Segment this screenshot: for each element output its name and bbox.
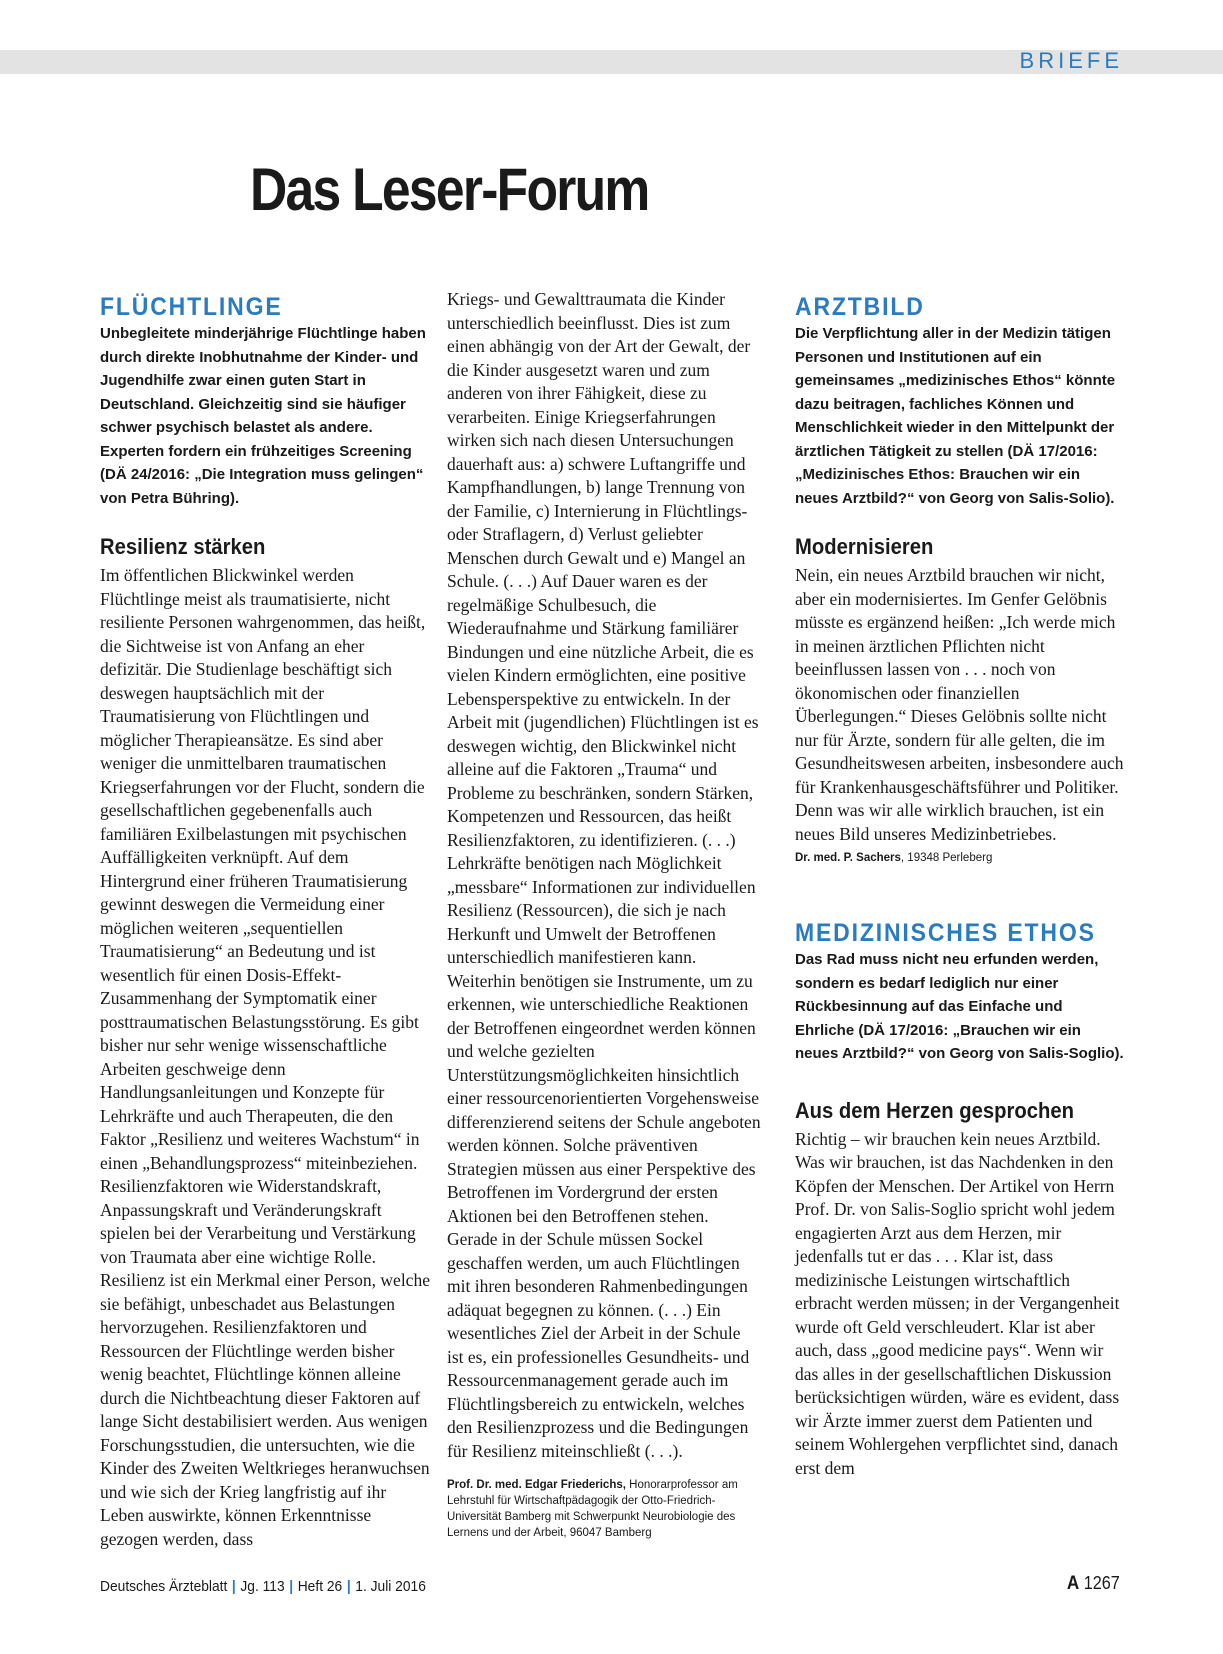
letter-body-modernisieren: Nein, ein neues Arztbild brauchen wir nicht, aber ein modernisiertes. Im Genfer Gelöbnis müsste es ergänzend heißen: „Ich werde mich in meinen ärztlichen Pflichten nicht beeinflussen lassen von . . . noch von ökonomischen oder finanziellen Überlegungen.“ Dieses Gelöbnis sollte nicht nur für Ärzte, sondern für alle gelten, die im Gesundheitswesen arbeiten, insbesondere auch für Krankenhausgeschäftsführer und Politiker. Denn was wir alle wirklich brauchen, ist ein neues Bild unseres Medizinbetriebes.: [795, 565, 1124, 844]
page-number: [1067, 1573, 1120, 1595]
page-number-value: 1267: [1083, 1573, 1120, 1593]
letter-body-resilienz-part1: Im öffentlichen Blickwinkel werden Flüchtlinge meist als traumatisierte, nicht resiliente Personen wahrgenommen, das heißt, die Sichtweise ist von Anfang an eher defizitär. Die Studienlage beschäftigt sich deswegen hauptsächlich mit der Traumatisierung von Flüchtlingen und möglicher Therapieansätze. Es sind aber weniger die unmittelbaren traumatischen Kriegserfahrungen vor der Flucht, sondern die gesellschaftlichen gegebenenfalls auch familiären Exilbelastungen mit psychischen Auffälligkeiten verknüpft. Auf dem Hintergrund einer früheren Traumatisierung gewinnt deswegen die Vermeidung einer möglichen weiteren „sequentiellen Traumatisierung“ an Bedeutung und ist wesentlich für einen Dosis-Effekt- Zusammenhang der Symptomatik einer posttraumatischen Belastungsstörung. Es gibt bisher nur sehr wenige wissenschaftliche Arbeiten geschweige denn Handlungsanleitungen und Konzepte für Lehrkräfte und auch Therapeuten, die den Faktor „Resilienz und weiteres Wachstum“ in einen „Behandlungsprozess“ miteinbeziehen. Resilienzfaktoren wie Widerstandskraft, Anpassungskraft und Veränderungskraft spielen bei der Verarbeitung und Verstärkung von Traumata aber eine wichtige Rolle. Resilienz ist ein Merkmal einer Person, welche sie befähigt, unbeschadet aus Belastungen hervorzugehen. Resilienzfaktoren und Ressourcen der Flüchtlinge werden bisher wenig beachtet, Flüchtlinge können alleine durch die Nichtbeachtung dieser Faktoren auf lange Sicht destabilisiert werden. Aus wenigen Forschungsstudien, die untersuchten, wie die Kinder des Zweiten Weltkrieges heranwuchsen und wie sich der Krieg langfristig auf ihr Leben auswirkte, können Erkenntnisse gezogen werden, dass: [100, 565, 430, 1549]
journal-name: Deutsches Ärzteblatt: [100, 1578, 228, 1595]
author-info: , 19348 Perleberg: [900, 852, 993, 864]
author-info: Honorarprofessor am Lehrstuhl für Wirtschaftpädagogik der Otto-Friedrich-Universität Bamberg mit Schwerpunkt Neurobiologie des Lernens und der Arbeit, 96047 Bamberg: [447, 1479, 738, 1539]
column-3: [795, 292, 1125, 1480]
date: 1. Juli 2016: [355, 1578, 426, 1595]
spacer: [795, 866, 1125, 918]
column-2: [447, 288, 761, 1541]
letter-body-herzen: Richtig – wir brauchen kein neues Arztbild. Was wir brauchen, ist das Nachdenken in den Köpfen der Menschen. Der Artikel von Herrn Prof. Dr. von Salis-Soglio spricht wohl jedem engagierten Arzt aus dem Herzen, mir jedenfalls tut er das . . . Klar ist, dass medizinische Leistungen wirtschaftlich erbracht werden müssen; in der Vergangenheit wurde oft Geld verschleudert. Klar ist aber auch, dass „good medicine pays“. Wenn wir das alles in der gesellschaftlichen Diskussion berücksichtigen würden, wäre es evident, dass wir Ärzte immer zuerst dem Patienten und seinem Wohlergehen verpflichtet sind, danach erst dem: [795, 1128, 1120, 1478]
kicker-fluechtlinge: FLÜCHTLINGE: [100, 293, 283, 321]
page-title: Das Leser-Forum: [250, 156, 649, 223]
volume: Jg. 113: [240, 1578, 285, 1595]
letter-title-herzen: Aus dem Herzen gesprochen: [795, 1097, 1074, 1123]
footer-citation: [100, 1578, 426, 1595]
separator: |: [289, 1578, 294, 1595]
issue: Heft 26: [297, 1578, 343, 1595]
lead-fluechtlinge: Unbegleitete minderjährige Flüchtlinge haben durch direkte Inobhutnahme der Kinder- und Jugendhilfe zwar einen guten Start in Deutschland. Gleichzeitig sind sie häufiger schwer psychisch belastet als andere. Experten fordern ein frühzeitiges Screening (DÄ 24/2016: „Die Integration muss gelingen“ von Petra Bühring).: [100, 325, 426, 507]
column-1: [100, 292, 430, 1551]
author-name: Dr. med. P. Sachers: [795, 852, 901, 864]
spacer: [795, 1066, 1125, 1096]
kicker-arztbild: ARZTBILD: [795, 293, 925, 321]
letter-body-resilienz-part2: Kriegs- und Gewalttraumata die Kinder unterschiedlich beeinflusst. Dies ist zum einen abhängig von der Art der Gewalt, der die Kinder ausgesetzt waren und zum anderen von ihrer Fähigkeit, diese zu verarbeiten. Einige Kriegserfahrungen wirken sich nach diesen Untersuchungen dauerhaft aus: a) schwere Luftangriffe und Kampfhandlungen, b) lange Trennung von der Familie, c) Internierung in Flüchtlings- oder Straflagern, d) Verlust geliebter Menschen durch Gewalt und e) Mangel an Schule. (. . .) Auf Dauer waren es der regelmäßige Schulbesuch, die Wiederaufnahme und Stärkung familiärer Bindungen und eine nützliche Arbeit, die es vielen Kindern ermöglichten, eine positive Lebensperspektive zu entwickeln. In der Arbeit mit (jugendlichen) Flüchtlingen ist es deswegen wichtig, den Blickwinkel nicht alleine auf die Faktoren „Trauma“ und Probleme zu beschränken, sondern Stärken, Kompetenzen und Ressourcen, das heißt Resilienzfaktoren, zu identifizieren. (. . .) Lehrkräfte benötigen nach Möglichkeit „messbare“ Informationen zur individuellen Resilienz (Ressourcen), die sich je nach Herkunft und Umwelt der Betroffenen unterschiedlich manifestieren kann. Weiterhin benötigen sie Instrumente, um zu erkennen, wie unterschiedliche Reaktionen der Betroffenen eingeordnet werden können und welche gezielten Unterstützungsmöglichkeiten hinsichtlich einer ressourcenorientierten Vorgehensweise differenzierend seitens der Schule angeboten werden können. Solche präventiven Strategien müssen aus einer Perspektive des Betroffenen im Vordergrund der ersten Aktionen bei den Betroffenen stehen. Gerade in der Schule müssen Sockel geschaffen werden, um auch Flüchtlingen mit ihren besonderen Rahmenbedingungen adäquat begegnen zu können. (. . .) Ein wesentliches Ziel der Arbeit in der Schule ist es, ein professionelles Gesundheits- und Ressourcenmanagement gerade auch im Flüchtlingsbereich zu entwickeln, welches den Resilienzprozess und die Bedingungen für Resilienz miteinschließt (. . .).: [447, 289, 761, 1461]
lead-medizinisches-ethos: Das Rad muss nicht neu erfunden werden, sondern es bedarf lediglich nur einer Rückbesinnung auf das Einfache und Ehrliche (DÄ 17/2016: „Brauchen wir ein neues Arztbild?“ von Georg von Salis-Soglio).: [795, 951, 1124, 1062]
separator: |: [346, 1578, 351, 1595]
lead-arztbild: Die Verpflichtung aller in der Medizin tätigen Personen und Institutionen auf ein gemeinsames „medizinisches Ethos“ könnte dazu beitragen, fachliches Können und Menschlichkeit wieder in den Mittelpunkt der ärztlichen Tätigkeit zu stellen (DÄ 17/2016: „Medizinisches Ethos: Brauchen wir ein neues Arztbild?“ von Georg von Salis-Solio).: [795, 325, 1116, 507]
signature-sachers: [795, 850, 1125, 866]
page-prefix: A: [1067, 1573, 1080, 1594]
author-name: Prof. Dr. med. Edgar Friederichs,: [447, 1479, 626, 1491]
signature-friederichs: [447, 1477, 761, 1541]
kicker-medizinisches-ethos: MEDIZINISCHES ETHOS: [795, 919, 1096, 947]
section-label: BRIEFE: [1019, 48, 1123, 73]
letter-title-resilienz: Resilienz stärken: [100, 534, 266, 559]
separator: |: [231, 1578, 236, 1595]
letter-title-modernisieren: Modernisieren: [795, 534, 934, 559]
